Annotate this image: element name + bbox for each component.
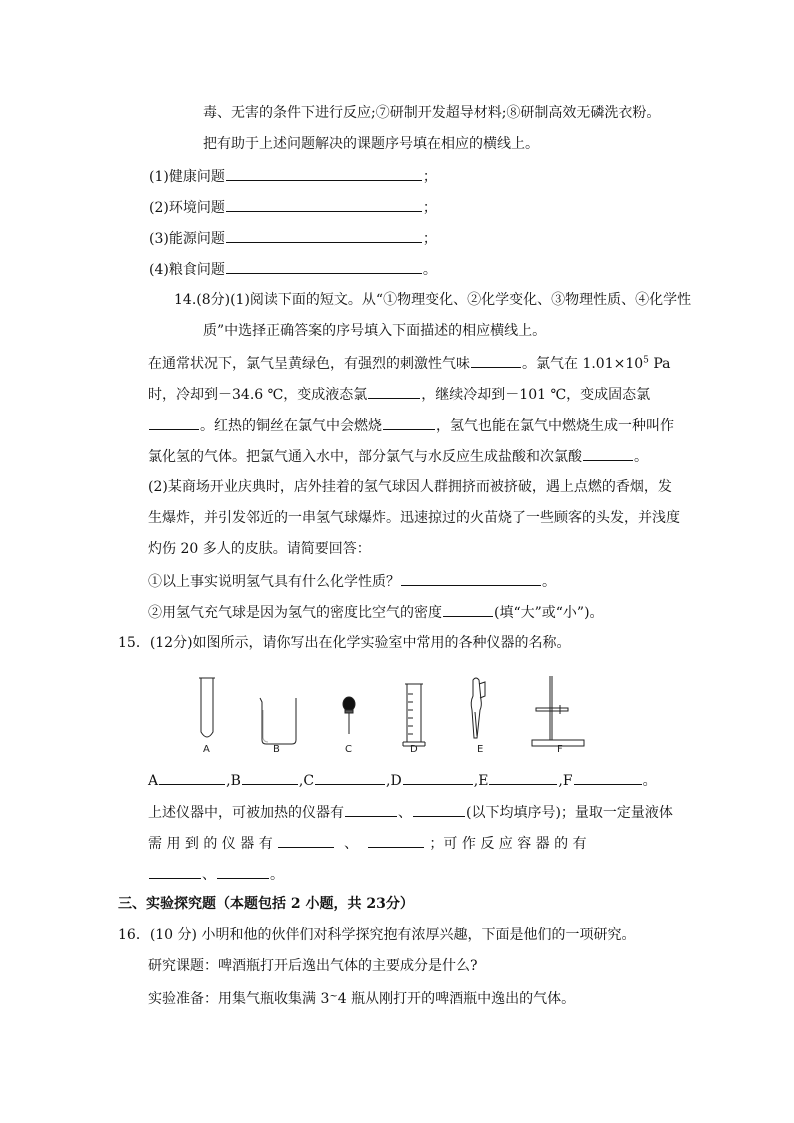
dropper-icon — [343, 697, 355, 734]
q14-part2-line1: (2)某商场开业庆典时，店外挂着的氢气球因人群拥挤而被挤破，遇上点燃的香烟，发 — [148, 479, 672, 495]
test-tube-icon — [199, 678, 215, 737]
test-tube-clamp-icon — [471, 678, 485, 738]
q16-heading: 16．(10 分) 小明和他的伙伴们对科学探究抱有浓厚兴趣，下面是他们的一项研究。 — [118, 927, 636, 943]
q14-line4: 氯化氢的气体。把氯气通入水中，部分氯气与水反应生成盐酸和次氯酸 。 — [148, 446, 648, 466]
item-energy: (3)能源问题 ； — [149, 228, 437, 248]
answer-blank[interactable] — [226, 228, 422, 243]
apparatus-label-e: E — [477, 744, 484, 755]
apparatus-label-c: C — [345, 744, 352, 755]
beaker-icon — [260, 698, 296, 744]
answer-blank[interactable] — [383, 415, 435, 430]
answer-blank[interactable] — [226, 259, 422, 274]
q14-heading-cont: 质”中选择正确答案的序号填入下面描述的相应横线上。 — [203, 323, 547, 339]
q15-name-blanks: A ,B ,C ,D ,E ,F 。 — [148, 770, 657, 790]
apparatus-label-b: B — [273, 744, 280, 755]
answer-blank[interactable] — [242, 770, 298, 785]
answer-blank[interactable] — [574, 770, 642, 785]
lab-apparatus-figure — [180, 672, 600, 752]
answer-blank[interactable] — [149, 864, 201, 879]
q14-heading: 14.(8分)(1)阅读下面的短文。从“①物理变化、②化学变化、③物理性质、④化学性 — [174, 292, 692, 308]
graduated-cylinder-icon — [403, 684, 425, 746]
q14-line2: 时，冷却到－34.6 ℃，变成液态氯 ，继续冷却到－101 ℃，变成固态氯 — [148, 384, 650, 404]
q15-measure: 需 用 到 的 仪 器 有 、 ；可 作 反 应 容 器 的 有 — [148, 833, 587, 853]
answer-blank[interactable] — [149, 415, 199, 430]
answer-blank[interactable] — [159, 770, 225, 785]
q16-preparation: 实验准备：用集气瓶收集满 3~4 瓶从刚打开的啤酒瓶中逸出的气体。 — [148, 991, 576, 1007]
apparatus-label-a: A — [203, 744, 210, 755]
answer-blank[interactable] — [278, 833, 334, 848]
answer-blank[interactable] — [226, 197, 422, 212]
answer-blank[interactable] — [368, 384, 420, 399]
item-label: (2)环境问题 — [149, 200, 225, 216]
q14-part2-line2: 生爆炸，并引发邻近的一串氢气球爆炸。迅速掠过的火苗烧了一些顾客的头发，并浅度 — [148, 510, 680, 526]
item-label: (3)能源问题 — [149, 231, 225, 247]
item-environment: (2)环境问题 ； — [149, 197, 437, 217]
answer-blank[interactable] — [489, 770, 557, 785]
q14-line3: 。红热的铜丝在氯气中会燃烧 ，氢气也能在氯气中燃烧生成一种叫作 — [148, 415, 674, 435]
apparatus-label-f: F — [557, 744, 563, 755]
q14-sub2: ②用氢气充气球是因为氢气的密度比空气的密度 (填“大”或“小”)。 — [148, 602, 604, 622]
answer-blank[interactable] — [413, 802, 465, 817]
answer-blank[interactable] — [345, 802, 397, 817]
section-title: 三、实验探究题（本题包括 2 小题，共 23分） — [118, 896, 414, 912]
answer-blank[interactable] — [217, 864, 269, 879]
answer-blank[interactable] — [315, 770, 385, 785]
q15-container: 、 。 — [148, 864, 284, 884]
q15-heading: 15．(12分)如图所示，请你写出在化学实验室中常用的各种仪器的名称。 — [118, 635, 571, 651]
answer-blank[interactable] — [226, 166, 422, 181]
apparatus-label-d: D — [410, 744, 418, 755]
answer-blank[interactable] — [443, 602, 493, 617]
item-label: (1)健康问题 — [149, 169, 225, 185]
item-food: (4)粮食问题 。 — [149, 259, 437, 279]
answer-blank[interactable] — [403, 770, 473, 785]
q14-part2-line3: 灼伤 20 多人的皮肤。请简要回答： — [148, 541, 371, 557]
item-label: (4)粮食问题 — [149, 262, 225, 278]
answer-blank[interactable] — [401, 571, 541, 586]
q14-line1: 在通常状况下，氯气呈黄绿色，有强烈的刺激性气味 。氯气在 $1.01\times 10^5$ Pa — [148, 353, 671, 373]
answer-blank[interactable] — [471, 353, 521, 368]
iron-stand-icon — [532, 676, 584, 746]
p1-instruction: 把有助于上述问题解决的课题序号填在相应的横线上。 — [203, 136, 539, 152]
item-health: (1)健康问题 ； — [149, 166, 437, 186]
p1-continuation: 毒、无害的条件下进行反应;⑦研制开发超导材料;⑧研制高效无磷洗衣粉。 — [203, 105, 661, 121]
q15-heatable: 上述仪器中，可被加热的仪器有 、 (以下均填序号)；量取一定量液体 — [148, 802, 673, 822]
answer-blank[interactable] — [368, 833, 424, 848]
answer-blank[interactable] — [583, 446, 633, 461]
q14-sub1: ①以上事实说明氢气具有什么化学性质？ 。 — [148, 571, 556, 591]
q16-topic: 研究课题：啤酒瓶打开后逸出气体的主要成分是什么? — [148, 958, 478, 974]
